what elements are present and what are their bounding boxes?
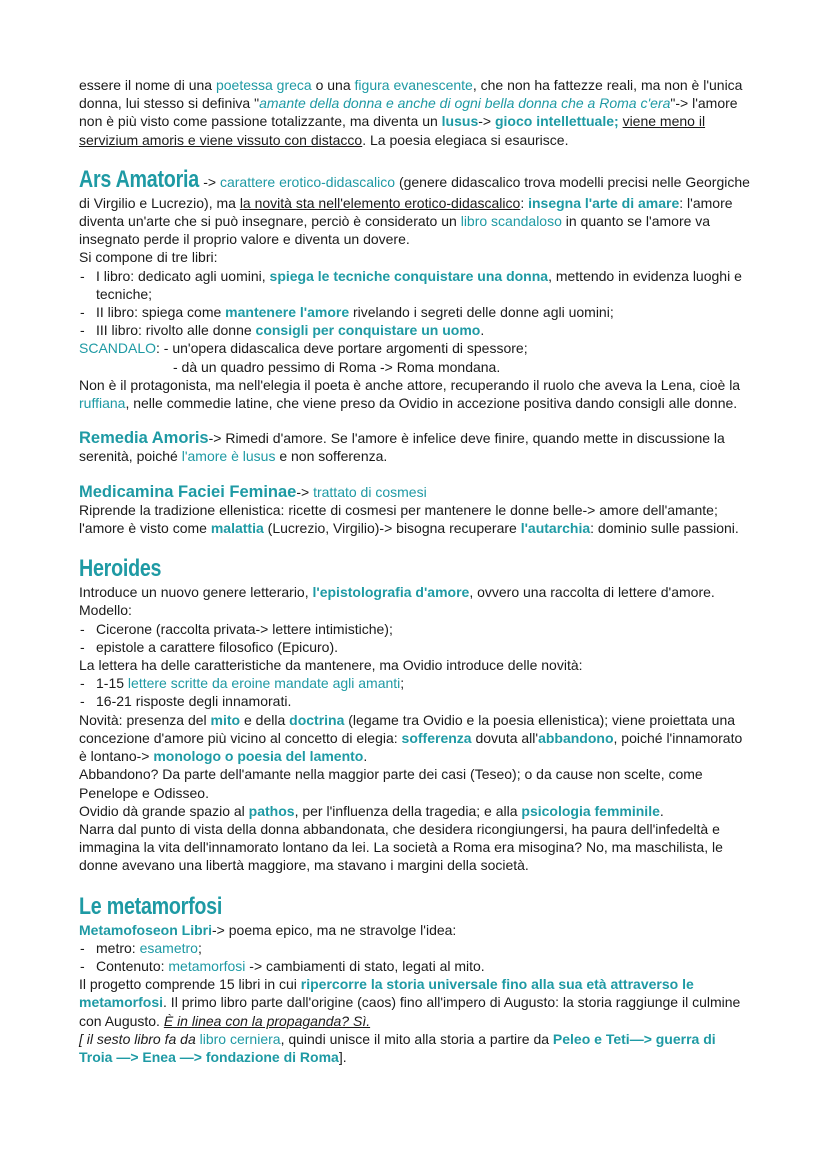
metamorfosi-progetto: Il progetto comprende 15 libri in cui ripercorre la storia universale fino alla sua età attraverso le metamorfosi. Il primo libro parte dall'origine (caos) fino all'impero di Augusto: la storia raggiunge il culmine con Augusto. È in linea con la propaganda? Sì. xyxy=(79,976,741,1029)
ars-compone: Si compone di tre libri: xyxy=(79,249,218,266)
heroides-title: Heroides xyxy=(79,555,162,583)
remedia-paragraph: Remedia Amoris-> Rimedi d'amore. Se l'amore è infelice deve finire, quando mette in discussione la serenità, poiché l'amore è lusus e non sofferenza. xyxy=(79,429,725,465)
ars-title: Ars Amatoria xyxy=(79,165,199,193)
heroides-ovidio: Ovidio dà grande spazio al pathos, per l'influenza della tragedia; e alla psicologia femminile. xyxy=(79,802,664,819)
heroides-intro: Introduce un nuovo genere letterario, l'epistolografia d'amore, ovvero una raccolta di lettere d'amore. Modello: xyxy=(79,584,715,619)
remedia-title: Remedia Amoris xyxy=(79,429,209,448)
list-item: - II libro: spiega come mantenere l'amore rivelando i segreti delle donne agli uomini; xyxy=(79,303,751,321)
metamorfosi-heading xyxy=(79,893,751,921)
heroides-novita: Novità: presenza del mito e della doctrina (legame tra Ovidio e la poesia ellenistica); viene proiettata una concezione d'amore più vicino al concetto di elegia: sofferenza dovuta all'abbandono, poiché l'innamorato è lontano-> monologo o poesia del lamento. xyxy=(79,711,743,765)
list-item: - Cicerone (raccolta privata-> lettere intimistiche); xyxy=(79,620,751,638)
list-item: - I libro: dedicato agli uomini, spiega le tecniche conquistare una donna, mettendo in evidenza luoghi e tecniche; xyxy=(79,267,751,303)
metamorfosi-sesto: [ il sesto libro fa da libro cerniera, quindi unisce il mito alla storia a partire da Peleo e Teti—> guerra di Troia —> Enea —> fondazione di Roma]. xyxy=(79,1030,716,1065)
list-item: - 1-15 lettere scritte da eroine mandate agli amanti; xyxy=(79,674,751,692)
list-item: - 16-21 risposte degli innamorati. xyxy=(79,692,751,710)
scandalo-line: SCANDALO: - un'opera didascalica deve portare argomenti di spessore; xyxy=(79,340,528,357)
metamorfosi-title: Le metamorfosi xyxy=(79,892,223,920)
list-item: - metro: esametro; xyxy=(79,939,751,957)
ars-paragraph: Ars Amatoria -> carattere erotico-didascalico (genere didascalico trova modelli precisi nelle Georgiche di Virgilio e Lucrezio), ma la novità sta nell'elemento erotico-didascalico: insegna l'arte di amare: l'amore diventa un'arte che si può insegnare, perciò è considerato un libro scandaloso in quanto se l'amore va insegnato perde il proprio valore e diventa un dovere. xyxy=(79,165,750,248)
ars-protagonista: Non è il protagonista, ma nell'elegia il poeta è anche attore, recuperando il ruolo che aveva la Lena, cioè la ruffiana, nelle commedie latine, che viene preso da Ovidio in accezione positiva dando consigli alle donne. xyxy=(79,376,741,412)
scandalo-line-2: - dà un quadro pessimo di Roma -> Roma mondana. xyxy=(173,358,501,375)
list-item: - epistole a carattere filosofico (Epicuro). xyxy=(79,638,751,656)
metamorfosi-sub: Metamofoseon Libri-> poema epico, ma ne stravolge l'idea: xyxy=(79,921,457,938)
medicamina-heading: Medicamina Faciei Feminae-> trattato di cosmesi xyxy=(79,482,427,501)
heroides-abbandono: Abbandono? Da parte dell'amante nella maggior parte dei casi (Teseo); o da cause non scelte, come Penelope e Odisseo. xyxy=(79,766,703,801)
medicamina-title: Medicamina Faciei Feminae xyxy=(79,482,297,501)
medicamina-paragraph: Riprende la tradizione ellenistica: ricette di cosmesi per mantenere le donne belle-> amore dell'amante; l'amore è visto come malattia (Lucrezio, Virgilio)-> bisogna recuperare l'autarchia: dominio sulle passioni. xyxy=(79,501,739,537)
intro-paragraph: essere il nome di una poetessa greca o una figura evanescente, che non ha fattezze reali, ma non è l'unica donna, lui stesso si definiva "amante della donna e anche di ogni bella donna che a Roma c'era"-> l'amore non è più visto come passione totalizzante, ma diventa un lusus-> gioco intellettuale; viene meno il servizium amoris e viene vissuto con distacco. La poesia elegiaca si esaurisce. xyxy=(79,77,743,148)
heroides-narra: Narra dal punto di vista della donna abbandonata, che desidera ricongiungersi, ha paura dell'infedeltà e immagina la vita dell'innamorato lontano da lei. La società a Roma era misogina? No, ma maschilista, le donne avevano una libertà maggiore, ma stavano i margini della società. xyxy=(79,820,723,874)
list-item: - Contenuto: metamorfosi -> cambiamenti di stato, legati al mito. xyxy=(79,957,751,975)
document-page xyxy=(79,76,751,1066)
list-item: - III libro: rivolto alle donne consigli per conquistare un uomo. xyxy=(79,321,751,339)
heroides-lettera: La lettera ha delle caratteristiche da mantenere, ma Ovidio introduce delle novità: xyxy=(79,657,583,674)
heroides-heading xyxy=(79,555,751,583)
